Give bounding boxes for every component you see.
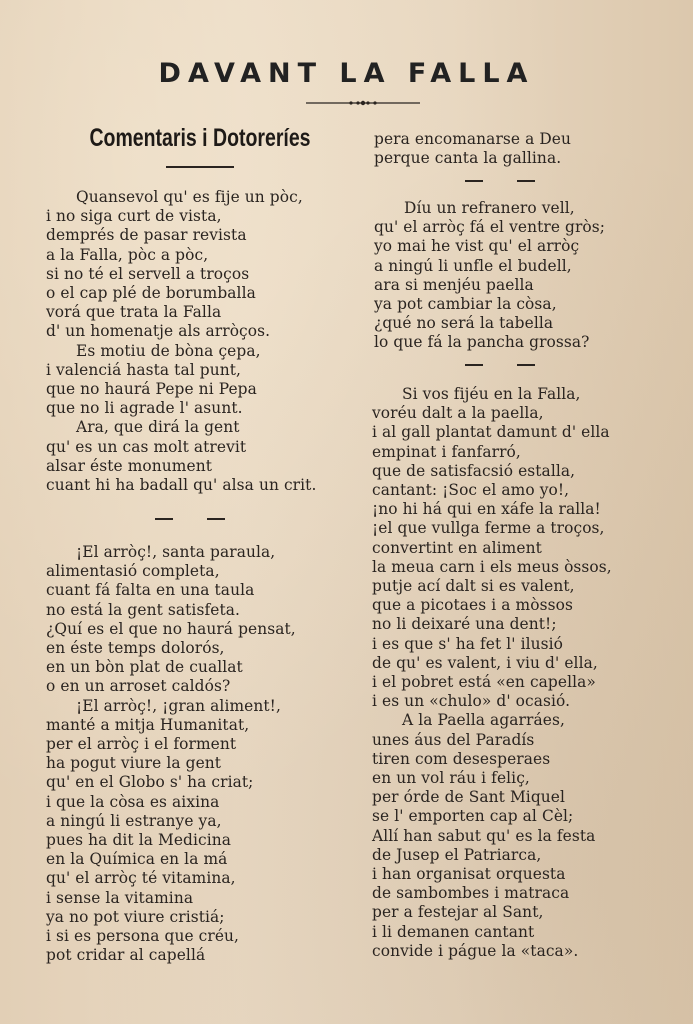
poem-line: empinat i fanfarró, bbox=[372, 442, 521, 461]
poem-line: i no siga curt de vista, bbox=[46, 207, 222, 226]
stanza-divider bbox=[150, 518, 230, 520]
poem-line: Es motiu de bòna çepa, bbox=[76, 341, 261, 360]
stanza-divider bbox=[460, 180, 540, 182]
poem-line: si no té el servell a troços bbox=[46, 264, 250, 283]
poem-line: A la Paella agarráes, bbox=[402, 711, 565, 730]
poem-line: yo mai he vist qu' el arròç bbox=[374, 237, 580, 256]
poem-line: en la Química en la má bbox=[46, 850, 228, 869]
poem-line: demprés de pasar revista bbox=[46, 226, 247, 245]
poem-line: se l' emporten cap al Cèl; bbox=[372, 807, 574, 826]
poem-line: unes áus del Paradís bbox=[372, 730, 535, 749]
poem-line: ha pogut viure la gent bbox=[46, 754, 222, 773]
poem-line: la meua carn i els meus òssos, bbox=[372, 557, 612, 576]
poem-line: i el pobret está «en capella» bbox=[372, 673, 596, 692]
poem-line: de sambombes i matraca bbox=[372, 884, 570, 903]
poem-line: Díu un refranero vell, bbox=[404, 199, 575, 217]
divider-dash bbox=[465, 180, 483, 182]
divider-dash bbox=[517, 180, 535, 182]
poem-line: ya no pot viure cristiá; bbox=[46, 907, 225, 926]
poem-line: i si es persona que créu, bbox=[46, 927, 240, 946]
poem-line: i sense la vitamina bbox=[46, 888, 194, 907]
poem-line: Si vos fijéu en la Falla, bbox=[402, 385, 581, 403]
poem-line: en éste temps dolorós, bbox=[46, 639, 225, 658]
poem-line: vorá que trata la Falla bbox=[46, 303, 222, 322]
poem-left-block-1 bbox=[46, 188, 316, 495]
poem-line: pera encomanarse a Deu bbox=[374, 130, 572, 148]
poem-line: Quansevol qu' es fije un pòc, bbox=[76, 188, 303, 206]
poem-line: i valenciá hasta tal punt, bbox=[46, 360, 242, 379]
poem-line: i al gall plantat damunt d' ella bbox=[372, 423, 610, 442]
poem-line: qu' el arròç té vitamina, bbox=[46, 869, 236, 888]
poem-line: a ningú li estranye ya, bbox=[46, 811, 222, 830]
poem-line: qu' en el Globo s' ha criat; bbox=[46, 773, 254, 792]
divider-dash bbox=[465, 364, 483, 366]
divider-dash bbox=[517, 364, 535, 366]
heading-rule bbox=[166, 166, 234, 168]
poem-line: de qu' es valent, i viu d' ella, bbox=[372, 653, 598, 672]
poem-line: d' un homenatje als arròços. bbox=[46, 322, 271, 341]
poem-line: i han organisat orquesta bbox=[372, 865, 566, 884]
poem-line: i es un «chulo» d' ocasió. bbox=[372, 692, 571, 711]
poem-line: per el arròç i el forment bbox=[46, 735, 237, 754]
poem-line: alsar éste monument bbox=[46, 456, 212, 475]
poem-line: o el cap plé de borumballa bbox=[46, 284, 256, 303]
poem-line: que no li agrade l' asunt. bbox=[46, 399, 243, 418]
main-title: DAVANT LA FALLA bbox=[158, 58, 535, 89]
poem-line: voréu dalt a la paella, bbox=[372, 404, 544, 423]
poem-line: manté a mitja Humanitat, bbox=[46, 715, 250, 734]
poem-line: pot cridar al capellá bbox=[46, 946, 206, 965]
poem-line: ¡El arròç!, santa paraula, bbox=[76, 543, 276, 561]
poem-line: alimentasió completa, bbox=[46, 562, 220, 581]
divider-dash bbox=[207, 518, 225, 520]
poem-line: a ningú li unfle el budell, bbox=[374, 256, 572, 275]
poem-line: per órde de Sant Miquel bbox=[372, 788, 566, 807]
poem-line: convertint en aliment bbox=[372, 538, 542, 557]
poem-line: lo que fá la pancha grossa? bbox=[374, 333, 590, 352]
poem-right-block-2 bbox=[374, 199, 605, 353]
poem-line: no li deixaré una dent!; bbox=[372, 615, 557, 634]
divider-dash bbox=[155, 518, 173, 520]
poem-line: a la Falla, pòc a pòc, bbox=[46, 245, 209, 264]
poem-line: que no haurá Pepe ni Pepa bbox=[46, 380, 257, 399]
poem-line: pues ha dit la Medicina bbox=[46, 831, 232, 850]
poem-line: no está la gent satisfeta. bbox=[46, 600, 241, 619]
poem-line: putje ací dalt si es valent, bbox=[372, 577, 575, 596]
poem-line: tiren com desesperaes bbox=[372, 749, 551, 768]
poem-line: ya pot cambiar la còsa, bbox=[374, 295, 557, 314]
stanza-divider bbox=[460, 364, 540, 366]
poem-line: i li demanen cantant bbox=[372, 922, 535, 941]
section-heading: Comentaris i Dotoreríes bbox=[89, 124, 311, 152]
poem-left-block-2 bbox=[46, 543, 296, 965]
poem-line: que de satisfacsió estalla, bbox=[372, 461, 576, 480]
poem-line: convide i págue la «taca». bbox=[372, 941, 579, 960]
poem-line: en un vol ráu i feliç, bbox=[372, 769, 530, 788]
title-ornament bbox=[306, 100, 420, 106]
poem-line: ¿Quí es el que no haurá pensat, bbox=[46, 619, 296, 638]
poem-right-block-1 bbox=[374, 130, 571, 168]
poem-line: ara si menjéu paella bbox=[374, 275, 534, 294]
poem-line: Allí han sabut qu' es la festa bbox=[372, 826, 596, 845]
poem-line: perque canta la gallina. bbox=[374, 149, 562, 168]
poem-line: cuant fá falta en una taula bbox=[46, 581, 255, 600]
poem-line: de Jusep el Patriarca, bbox=[372, 845, 542, 864]
poem-line: o en un arroset caldós? bbox=[46, 677, 231, 696]
poem-line: ¡el que vullga ferme a troços, bbox=[372, 519, 605, 538]
poem-line: qu' es un cas molt atrevit bbox=[46, 437, 247, 456]
poem-line: ¿qué no será la tabella bbox=[374, 314, 554, 333]
poem-right-block-3 bbox=[372, 385, 612, 961]
poem-line: ¡El arròç!, ¡gran aliment!, bbox=[76, 696, 281, 715]
poem-line: i que la còsa es aixina bbox=[46, 792, 220, 811]
poem-line: cuant hi ha badall qu' alsa un crit. bbox=[46, 476, 317, 495]
poem-line: en un bòn plat de cuallat bbox=[46, 658, 243, 677]
poem-line: per a festejar al Sant, bbox=[372, 903, 544, 922]
poem-line: Ara, que dirá la gent bbox=[76, 418, 240, 437]
poem-line: que a picotaes i a mòssos bbox=[372, 596, 573, 615]
poem-line: cantant: ¡Soc el amo yo!, bbox=[372, 481, 570, 500]
poem-line: qu' el arròç fá el ventre gròs; bbox=[374, 218, 606, 237]
poem-line: i es que s' ha fet l' ilusió bbox=[372, 634, 564, 653]
poem-line: ¡no hi há qui en xáfe la ralla! bbox=[372, 500, 601, 519]
